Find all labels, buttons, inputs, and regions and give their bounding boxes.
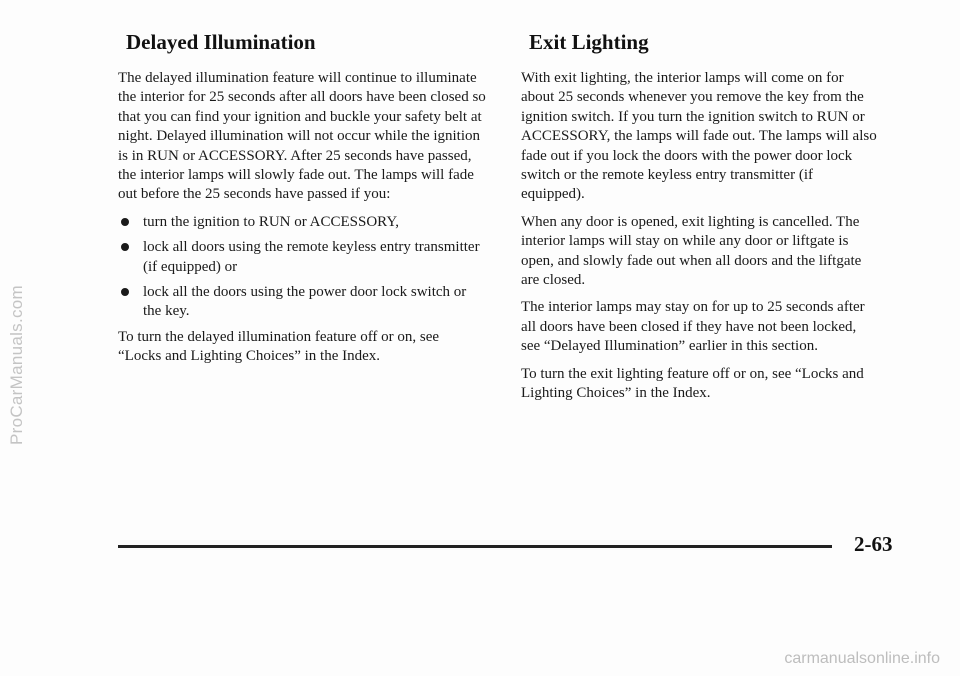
list-item-text: lock all the doors using the power door lock switch or the key. [143, 284, 467, 320]
exit-lighting-paragraph: The interior lamps may stay on for up to 25 seconds after all doors have been closed if they have not been locked, see “Delayed Illumination” earlier in this section. [521, 299, 865, 355]
footer-divider [118, 545, 832, 548]
list-item-text: turn the ignition to RUN or ACCESSORY, [143, 213, 400, 230]
exit-lighting-paragraph: To turn the exit lighting feature off or on, see “Locks and Lighting Choices” in the Index. [521, 365, 864, 402]
list-item [118, 283, 486, 322]
bullet-icon [121, 218, 129, 226]
delayed-illumination-closing: To turn the delayed illumination feature off or on, see “Locks and Lighting Choices” in the Index. [118, 328, 440, 365]
bullet-icon [121, 288, 129, 296]
section-heading-exit-lighting: Exit Lighting [529, 30, 649, 54]
list-item [118, 213, 486, 232]
bottom-watermark: carmanualsonline.info [784, 650, 940, 667]
bullet-icon [121, 243, 129, 251]
bullet-list [118, 213, 486, 322]
page-number: 2-63 [854, 532, 893, 556]
side-watermark [4, 150, 30, 580]
list-item-text: lock all doors using the remote keyless entry transmitter (if equipped) or [143, 239, 480, 275]
list-item [118, 238, 486, 277]
section-heading-delayed-illumination: Delayed Illumination [126, 30, 316, 54]
exit-lighting-paragraph: When any door is opened, exit lighting is cancelled. The interior lamps will stay on while any door or liftgate is open, and slowly fade out when all doors and the liftgate are closed. [521, 213, 862, 289]
delayed-illumination-intro: The delayed illumination feature will continue to illuminate the interior for 25 seconds after all doors have been closed so that you can find your ignition and buckle your safety belt at night. Delayed illumination will not occur while the ignition is in RUN or ACCESSORY. After 25 seconds have passed, the interior lamps will slowly fade out. The lamps will fade out before the 25 seconds have passed if you: [118, 70, 486, 203]
side-watermark-text: ProCarManuals.com [7, 284, 27, 446]
exit-lighting-paragraph: With exit lighting, the interior lamps will come on for about 25 seconds whenever you remove the key from the ignition switch. If you turn the ignition switch to RUN or ACCESSORY, the lamps will fade out. The lamps will also fade out if you lock the doors with the power door lock switch or the remote keyless entry transmitter (if equipped). [521, 70, 877, 203]
left-column [118, 26, 486, 375]
right-column [521, 26, 877, 412]
